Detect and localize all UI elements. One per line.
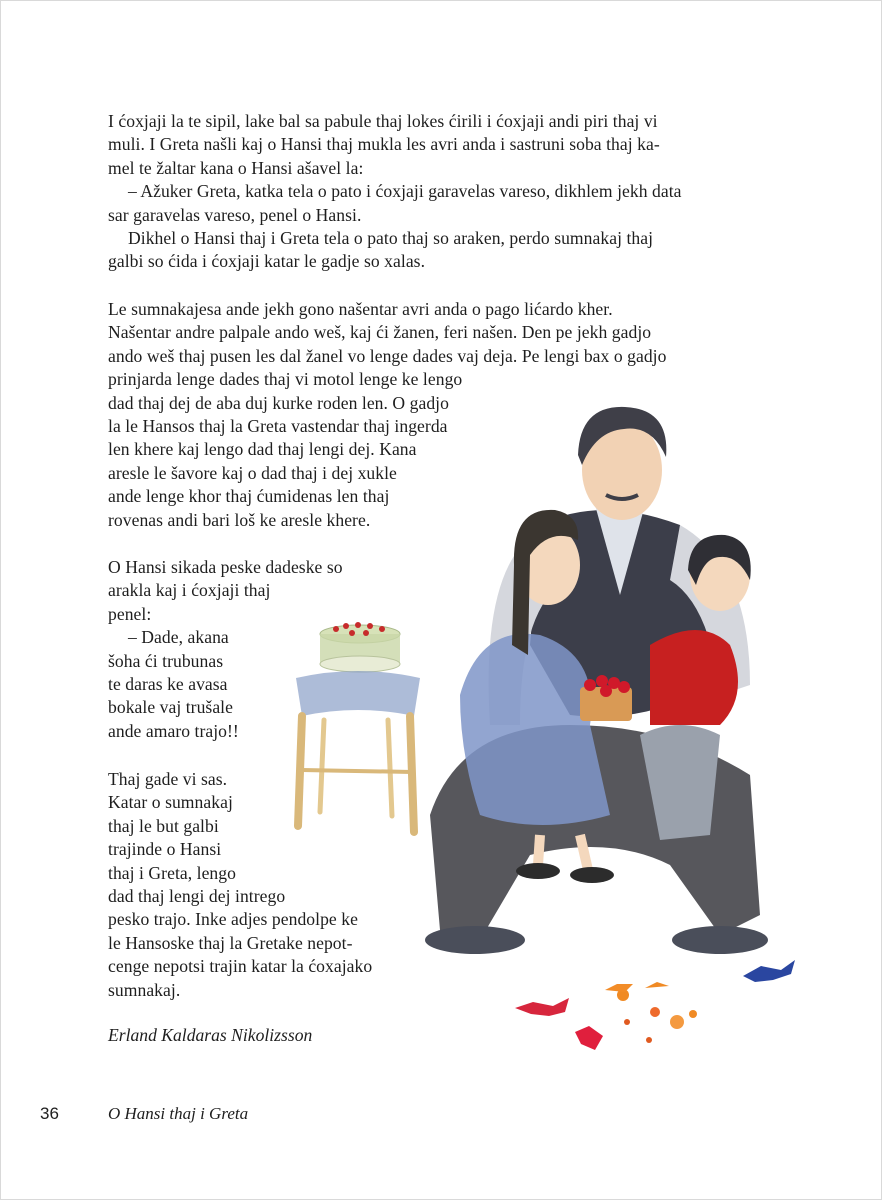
text-line: sumnakaj. [108, 979, 181, 1000]
text-line: trajinde o Hansi [108, 839, 222, 860]
text-line: sar garavelas vareso, penel o Hansi. [108, 204, 362, 225]
text-line: te daras ke avasa [108, 674, 228, 695]
text-line: dad thaj lengi dej intrego [108, 886, 286, 907]
text-line: ando weš thaj pusen les dal žanel vo lenge dades vaj deja. Pe lengi bax o gadjo [108, 345, 667, 366]
text-line: mel te žaltar kana o Hansi ašavel la: [108, 157, 364, 178]
text-line: šoha ći trubunas [108, 650, 224, 671]
text-line: Dikhel o Hansi thaj i Greta tela o pato thaj so araken, perdo sumnakaj thaj [128, 228, 654, 249]
text-line: penel: [108, 603, 152, 624]
text-line: thaj i Greta, lengo [108, 862, 236, 883]
family-illustration [420, 395, 780, 955]
text-line: O Hansi sikada peske dadeske so [108, 557, 343, 577]
text-line: dad thaj dej de aba duj kurke roden len. O gadjo [108, 392, 449, 413]
text-line: – Ažuker Greta, katka tela o pato i ćoxjaji garavelas vareso, dikhlem jekh data [128, 181, 682, 202]
author-signature: Erland Kaldaras Nikolizsson [108, 1025, 313, 1045]
text-line: – Dade, akana [128, 627, 229, 648]
text-line: Le sumnakajesa ande jekh gono našentar avri anda o pago lićardo kher. [108, 299, 613, 319]
text-line: aresle le šavore kaj o dad thaj i dej xukle [108, 462, 397, 483]
text-line: prinjarda lenge dades thaj vi motol lenge ke lengo [108, 369, 463, 390]
text-line: ande amaro trajo!! [108, 720, 239, 741]
text-line: ande lenge khor thaj ćumidenas len thaj [108, 486, 390, 507]
text-line: bokale vaj trušale [108, 697, 233, 718]
text-line: rovenas andi bari loš ke aresle khere. [108, 509, 371, 530]
text-line: muli. I Greta našli kaj o Hansi thaj mukla les avri anda i sastruni soba thaj ka- [108, 134, 660, 155]
cake-table-illustration [288, 612, 428, 842]
page-number: 36 [40, 1104, 59, 1123]
text-line: Katar o sumnakaj [108, 792, 233, 813]
text-line: galbi so ćida i ćoxjaji katar le gadje so xalas. [108, 251, 426, 272]
text-line: le Hansoske thaj la Gretake nepot- [108, 932, 353, 953]
story-paragraph-1 [108, 110, 682, 274]
text-line: pesko trajo. Inke adjes pendolpe ke [108, 909, 358, 930]
text-line: la le Hansos thaj la Greta vastendar thaj ingerda [108, 416, 448, 437]
text-line: I ćoxjaji la te sipil, lake bal sa pabule thaj lokes ćirili i ćoxjaji andi piri thaj vi [108, 111, 658, 131]
text-line: cenge nepotsi trajin katar la ćoxajako [108, 956, 373, 977]
text-line: thaj le but galbi [108, 815, 219, 836]
text-line: len khere kaj lengo dad thaj lengi dej. Kana [108, 439, 417, 460]
text-line: arakla kaj i ćoxjaji thaj [108, 580, 271, 601]
text-line: Našentar andre palpale ando weš, kaj ći žanen, feri našen. Den pe jekh gadjo [108, 322, 652, 343]
text-line: Thaj gade vi sas. [108, 769, 228, 789]
running-title: O Hansi thaj i Greta [108, 1104, 249, 1123]
candies-illustration [505, 950, 805, 1060]
